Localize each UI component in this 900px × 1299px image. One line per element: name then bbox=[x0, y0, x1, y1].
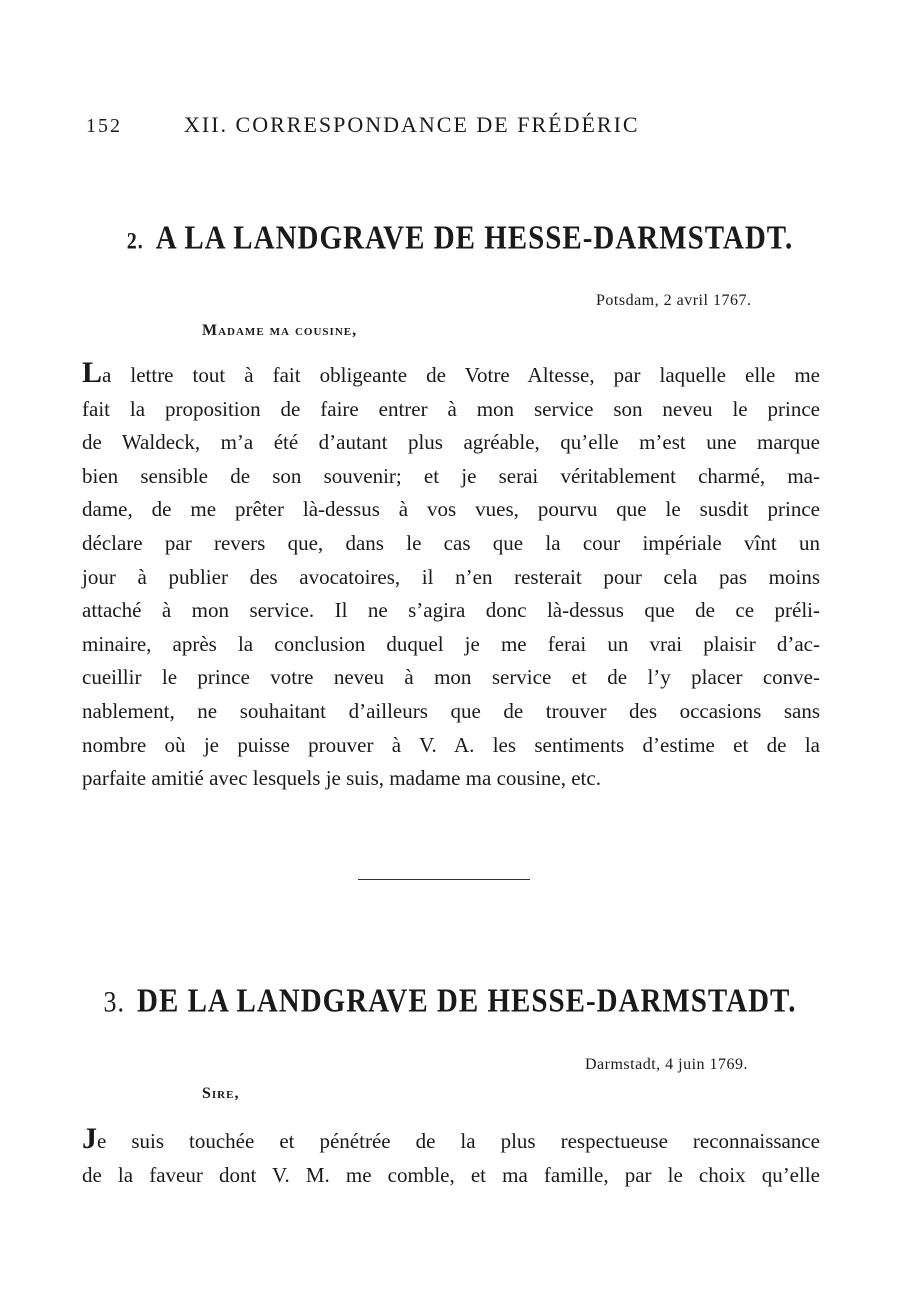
body-line: nablement, ne souhaitant d’ailleurs que de trouver des occasions sans bbox=[82, 698, 820, 723]
body-line-text: a lettre tout à fait obligeante de Votre Altesse, par laquelle elle me bbox=[102, 363, 820, 387]
body-line: attaché à mon service. Il ne s’agira donc là-dessus que de ce préli- bbox=[82, 598, 820, 623]
letter-3-title: DE LA LANDGRAVE DE HESSE-DARMSTADT. bbox=[137, 982, 797, 1020]
letter-2-number: 2. bbox=[126, 228, 144, 255]
letter-2-title: A LA LANDGRAVE DE HESSE-DARMSTADT. bbox=[155, 219, 794, 257]
body-line: déclare par revers que, dans le cas que la cour impériale vînt un bbox=[82, 530, 820, 555]
body-line: de Waldeck, m’a été d’autant plus agréable, qu’elle m’est une marque bbox=[82, 430, 820, 455]
body-line: nombre où je puisse prouver à V. A. les sentiments d’estime et de la bbox=[82, 732, 820, 757]
letter-2-salutation: Madame ma cousine, bbox=[202, 322, 358, 339]
body-line: cueillir le prince votre neveu à mon service et de l’y placer conve- bbox=[82, 665, 820, 690]
letter-2-dateline: Potsdam, 2 avril 1767. bbox=[596, 292, 752, 309]
body-line-text: e suis touchée et pénétrée de la plus respectueuse reconnaissance bbox=[97, 1129, 820, 1153]
letter-2-heading bbox=[10, 220, 900, 258]
running-head bbox=[86, 112, 786, 138]
page-number: 152 bbox=[86, 115, 122, 137]
running-head-title: XII. CORRESPONDANCE DE FRÉDÉRIC bbox=[184, 112, 640, 137]
letter-3-salutation: Sire, bbox=[202, 1085, 240, 1102]
drop-initial: L bbox=[82, 356, 103, 389]
body-line: bien sensible de son souvenir; et je serai véritablement charmé, ma- bbox=[82, 463, 820, 488]
body-line: jour à publier des avocatoires, il n’en resterait pour cela pas moins bbox=[82, 564, 820, 589]
letter-2-body bbox=[82, 356, 820, 796]
body-line bbox=[82, 356, 820, 393]
body-line bbox=[82, 1122, 820, 1159]
letter-3-dateline: Darmstadt, 4 juin 1769. bbox=[585, 1056, 749, 1073]
letter-3-heading bbox=[0, 983, 900, 1021]
body-line: dame, de me prêter là-dessus à vos vues, pourvu que le susdit prince bbox=[82, 497, 820, 522]
letter-3-number: 3. bbox=[103, 984, 126, 1019]
body-line: parfaite amitié avec lesquels je suis, madame ma cousine, etc. bbox=[82, 766, 601, 791]
body-line: de la faveur dont V. M. me comble, et ma famille, par le choix qu’elle bbox=[82, 1162, 820, 1187]
letter-3-body bbox=[82, 1122, 820, 1192]
body-line: fait la proposition de faire entrer à mon service son neveu le prince bbox=[82, 396, 820, 421]
section-divider bbox=[358, 879, 530, 880]
body-line: minaire, après la conclusion duquel je me ferai un vrai plaisir d’ac- bbox=[82, 631, 820, 656]
drop-initial: J bbox=[82, 1122, 97, 1155]
